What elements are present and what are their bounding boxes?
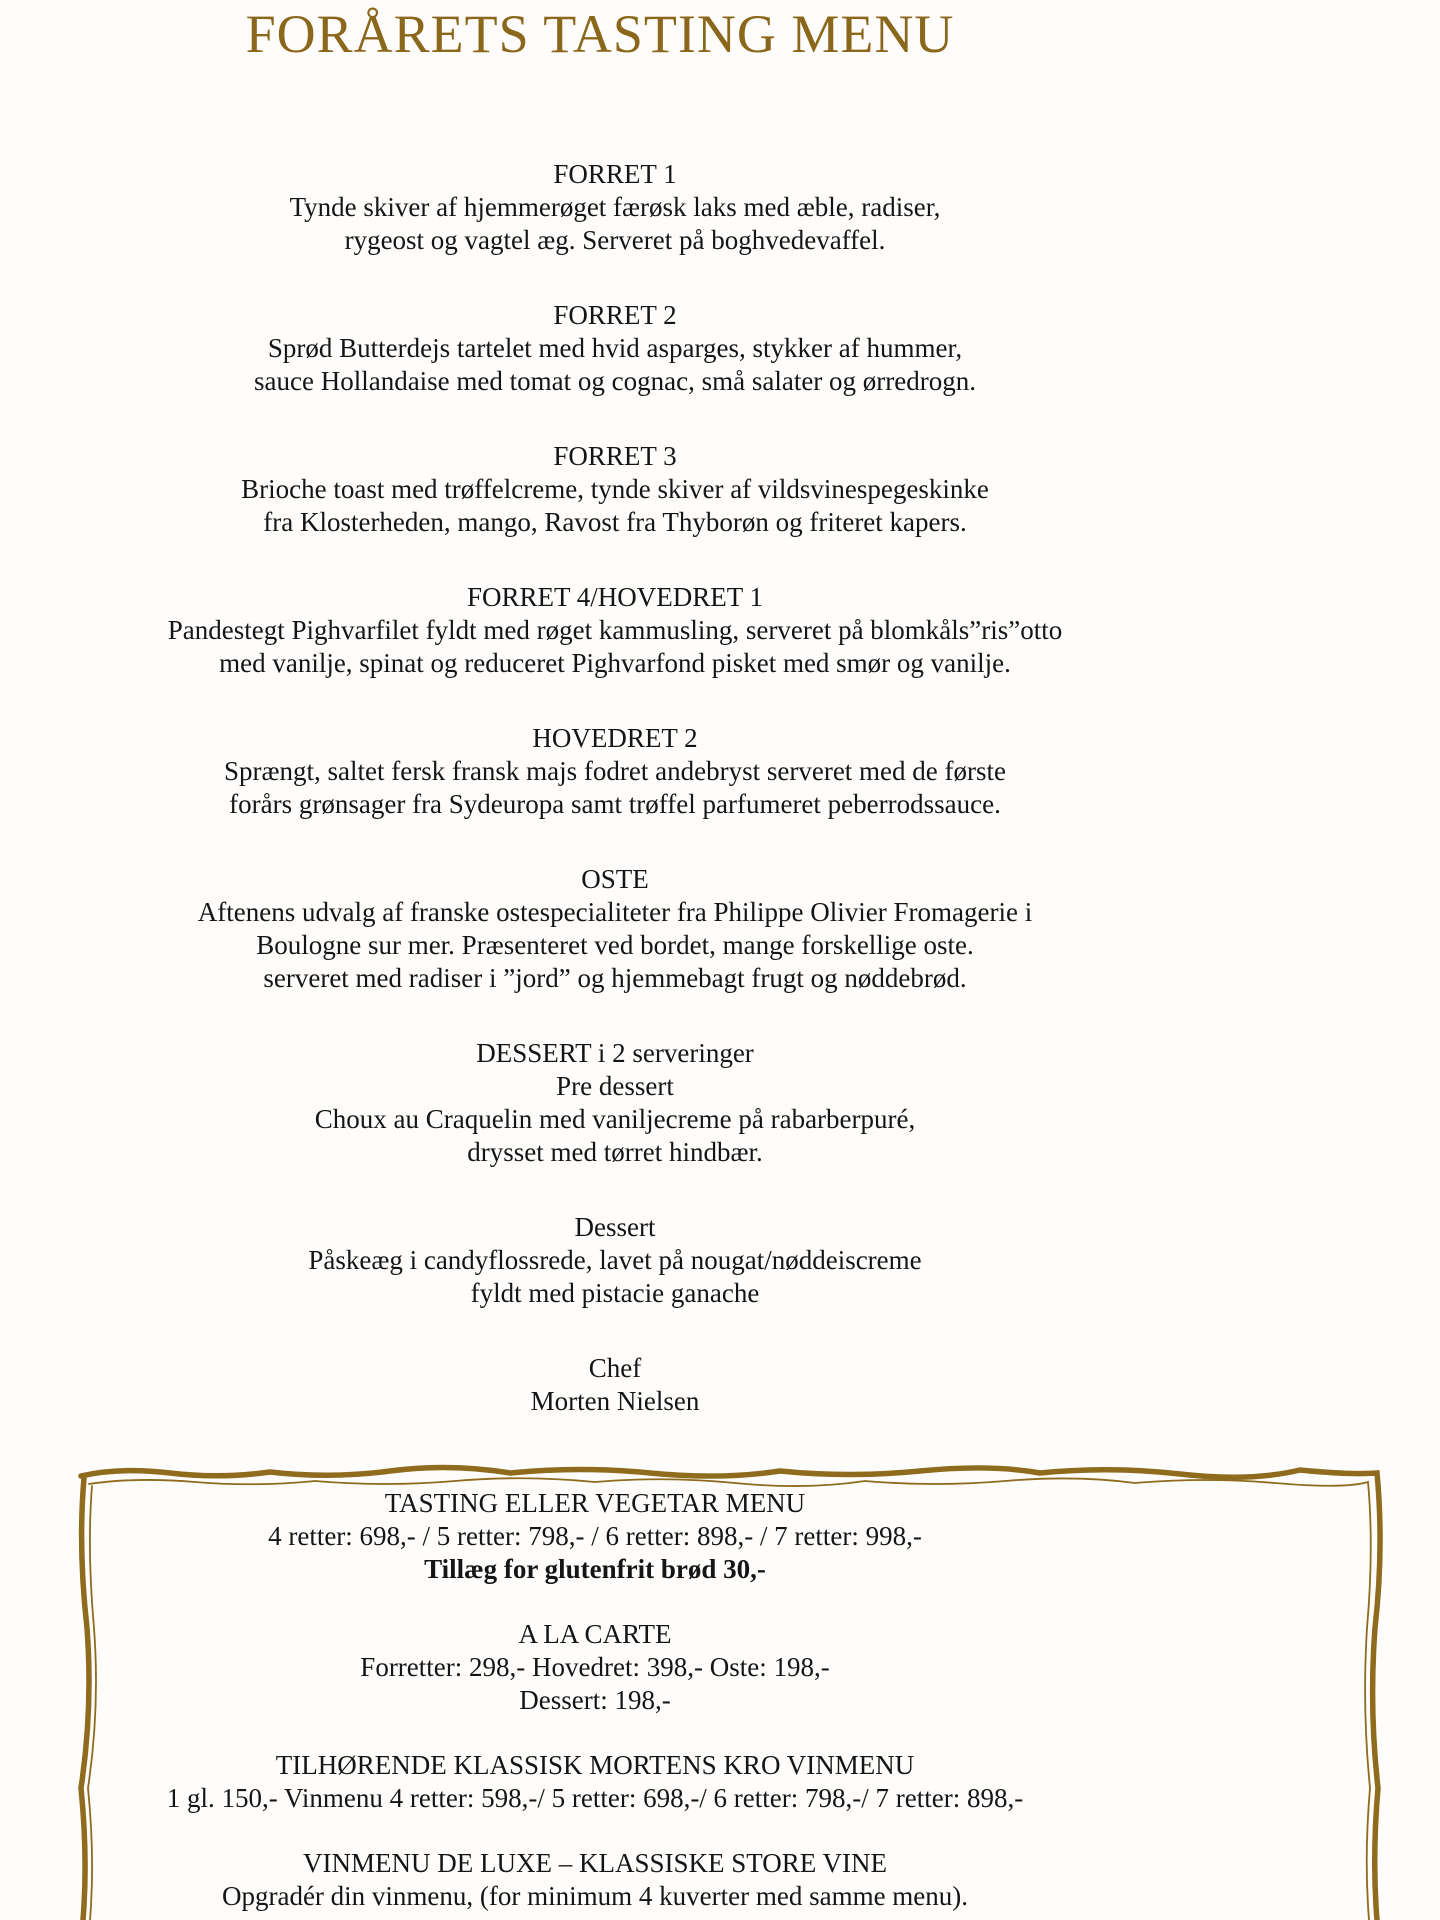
course-heading: FORRET 3 bbox=[553, 441, 677, 471]
course-line: Choux au Craquelin med vaniljecreme på rabarberpuré, bbox=[314, 1104, 916, 1134]
course-section-forret-3 bbox=[0, 440, 1230, 539]
gluten-free-supplement-line: Tillæg for glutenfrit brød 30,- bbox=[424, 1554, 766, 1584]
course-line: Sprød Butterdejs tartelet med hvid asparges, stykker af hummer, bbox=[267, 333, 963, 363]
pricing-line: Forretter: 298,- Hovedret: 398,- Oste: 198,- bbox=[360, 1652, 830, 1682]
pricing-heading: VINMENU DE LUXE – KLASSISKE STORE VINE bbox=[303, 1848, 887, 1878]
course-line: fra Klosterheden, mango, Ravost fra Thyborøn og friteret kapers. bbox=[263, 507, 967, 537]
course-line: Påskeæg i candyflossrede, lavet på nougat/nøddeiscreme bbox=[308, 1245, 922, 1275]
course-heading: HOVEDRET 2 bbox=[532, 723, 698, 753]
course-heading: Chef bbox=[588, 1353, 642, 1383]
course-line: med vanilje, spinat og reduceret Pighvarfond pisket med smør og vanilje. bbox=[219, 648, 1011, 678]
course-section-oste bbox=[0, 863, 1230, 995]
pricing-box bbox=[0, 1487, 1190, 1913]
course-line: Pre dessert bbox=[556, 1071, 674, 1101]
course-section-dessert-serveringer bbox=[0, 1037, 1230, 1169]
pricing-section-wine-deluxe bbox=[0, 1847, 1190, 1913]
pricing-heading: TILHØRENDE KLASSISK MORTENS KRO VINMENU bbox=[275, 1750, 915, 1780]
course-list bbox=[0, 158, 1230, 1460]
course-section-forret-1 bbox=[0, 158, 1230, 257]
course-line: serveret med radiser i ”jord” og hjemmebagt frugt og nøddebrød. bbox=[263, 963, 967, 993]
course-line: Sprængt, saltet fersk fransk majs fodret andebryst serveret med de første bbox=[223, 756, 1006, 786]
course-line: fyldt med pistacie ganache bbox=[470, 1278, 760, 1308]
pricing-line: 1 gl. 150,- Vinmenu 4 retter: 598,-/ 5 retter: 698,-/ 6 retter: 798,-/ 7 retter: 898,- bbox=[166, 1783, 1024, 1813]
pricing-line: Dessert: 198,- bbox=[519, 1685, 671, 1715]
course-line: Brioche toast med trøffelcreme, tynde skiver af vildsvinespegeskinke bbox=[241, 474, 989, 504]
pricing-line: 4 retter: 698,- / 5 retter: 798,- / 6 retter: 898,- / 7 retter: 998,- bbox=[268, 1521, 922, 1551]
course-heading: OSTE bbox=[581, 864, 649, 894]
pricing-heading: TASTING ELLER VEGETAR MENU bbox=[384, 1488, 806, 1518]
course-heading: FORRET 1 bbox=[553, 159, 677, 189]
course-section-dessert bbox=[0, 1211, 1230, 1310]
course-line: Aftenens udvalg af franske ostespecialiteter fra Philippe Olivier Fromagerie i bbox=[197, 897, 1033, 927]
course-line: rygeost og vagtel æg. Serveret på boghvedevaffel. bbox=[344, 225, 886, 255]
course-heading: Dessert bbox=[574, 1212, 656, 1242]
course-section-hovedret-2 bbox=[0, 722, 1230, 821]
pricing-heading: A LA CARTE bbox=[518, 1619, 672, 1649]
chef-name: Morten Nielsen bbox=[530, 1386, 700, 1416]
course-line: sauce Hollandaise med tomat og cognac, små salater og ørredrogn. bbox=[254, 366, 976, 396]
course-line: forårs grønsager fra Sydeuropa samt trøffel parfumeret peberrodssauce. bbox=[229, 789, 1001, 819]
course-section-forret-4-hovedret-1 bbox=[0, 581, 1230, 680]
pricing-section-a-la-carte bbox=[0, 1618, 1190, 1717]
course-heading: DESSERT i 2 serveringer bbox=[476, 1038, 754, 1068]
course-section-forret-2 bbox=[0, 299, 1230, 398]
course-line: Tynde skiver af hjemmerøget færøsk laks med æble, radiser, bbox=[289, 192, 941, 222]
course-section-chef bbox=[0, 1352, 1230, 1418]
page-title: FORÅRETS TASTING MENU bbox=[245, 4, 955, 64]
course-line: drysset med tørret hindbær. bbox=[467, 1137, 763, 1167]
pricing-section-wine-menu bbox=[0, 1749, 1190, 1815]
pricing-section-tasting bbox=[0, 1487, 1190, 1586]
pricing-line: Opgradér din vinmenu, (for minimum 4 kuverter med samme menu). bbox=[221, 1881, 969, 1911]
course-heading: FORRET 4/HOVEDRET 1 bbox=[466, 582, 764, 612]
course-line: Boulogne sur mer. Præsenteret ved bordet, mange forskellige oste. bbox=[256, 930, 974, 960]
course-heading: FORRET 2 bbox=[553, 300, 677, 330]
course-line: Pandestegt Pighvarfilet fyldt med røget kammusling, serveret på blomkåls”ris”otto bbox=[167, 615, 1063, 645]
